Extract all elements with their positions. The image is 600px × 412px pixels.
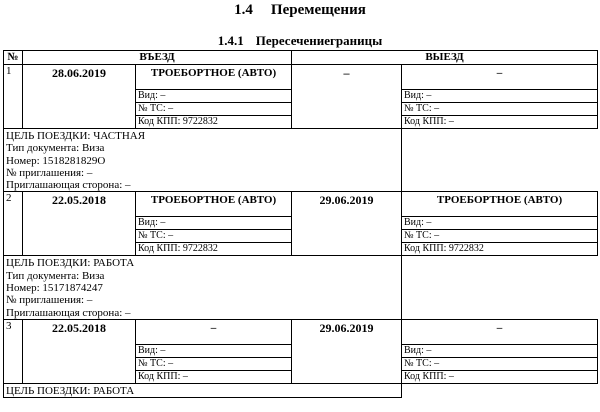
exit-vid: Вид: –: [402, 217, 598, 230]
trip-purpose: ЦЕЛЬ ПОЕЗДКИ: РАБОТА: [6, 257, 135, 270]
subsection-heading: [0, 33, 600, 49]
exit-ts: № ТС: –: [402, 230, 598, 243]
exit-kpp: Код КПП: –: [402, 116, 598, 129]
trip-details: [4, 383, 402, 397]
trip-details: [4, 129, 402, 192]
border-crossings-table: [3, 50, 598, 398]
trip-details-row: [4, 256, 598, 319]
entry-kpp: Код КПП: 9722832: [136, 116, 292, 129]
exit-ts: № ТС: –: [402, 103, 598, 116]
entry-mode: ТРОЕБОРТНОЕ (АВТО): [136, 65, 292, 90]
section-number: 1.4: [234, 2, 253, 18]
section-heading: [0, 2, 600, 19]
header-entry: ВЪЕЗД: [23, 51, 292, 65]
entry-vid: Вид: –: [136, 344, 292, 357]
header-num: №: [4, 51, 23, 65]
header-exit: ВЫЕЗД: [292, 51, 598, 65]
entry-kpp: Код КПП: –: [136, 370, 292, 383]
section-title: Перемещения: [270, 2, 366, 18]
trip-index: 1: [4, 65, 23, 129]
doc-number: Номер: 1518281829О: [6, 154, 106, 167]
entry-kpp: Код КПП: 9722832: [136, 243, 292, 256]
trip-purpose: ЦЕЛЬ ПОЕЗДКИ: РАБОТА: [6, 384, 135, 397]
exit-mode: –: [402, 65, 598, 90]
exit-date: 29.06.2019: [292, 192, 402, 256]
entry-ts: № ТС: –: [136, 230, 292, 243]
entry-date: 22.05.2018: [23, 192, 136, 256]
doc-type: Тип документа: Виза: [6, 269, 105, 282]
entry-vid: Вид: –: [136, 90, 292, 103]
invitation-number: № приглашения: –: [6, 166, 93, 179]
subsection-number: 1.4.1: [217, 33, 244, 48]
trip-details: [4, 256, 402, 319]
inviting-party: Приглашающая сторона: –: [6, 306, 131, 319]
table-row: [4, 319, 598, 344]
exit-date: –: [292, 65, 402, 129]
trip-index: 2: [4, 192, 23, 256]
exit-ts: № ТС: –: [402, 357, 598, 370]
entry-date: 28.06.2019: [23, 65, 136, 129]
exit-mode: –: [402, 319, 598, 344]
exit-vid: Вид: –: [402, 90, 598, 103]
trip-details-row: [4, 129, 598, 192]
table-row: [4, 65, 598, 90]
entry-mode: –: [136, 319, 292, 344]
entry-date: 22.05.2018: [23, 319, 136, 383]
doc-number: Номер: 15171874247: [6, 282, 103, 295]
exit-kpp: Код КПП: 9722832: [402, 243, 598, 256]
exit-vid: Вид: –: [402, 344, 598, 357]
entry-mode: ТРОЕБОРТНОЕ (АВТО): [136, 192, 292, 217]
table-row: [4, 192, 598, 217]
exit-date: 29.06.2019: [292, 319, 402, 383]
doc-type: Тип документа: Виза: [6, 142, 105, 155]
exit-kpp: Код КПП: –: [402, 370, 598, 383]
entry-ts: № ТС: –: [136, 357, 292, 370]
entry-vid: Вид: –: [136, 217, 292, 230]
subsection-title: Пересечениеграницы: [255, 33, 383, 48]
table-header-row: [4, 51, 598, 65]
exit-mode: ТРОЕБОРТНОЕ (АВТО): [402, 192, 598, 217]
invitation-number: № приглашения: –: [6, 294, 93, 307]
entry-ts: № ТС: –: [136, 103, 292, 116]
trip-index: 3: [4, 319, 23, 383]
trip-details-row: [4, 383, 598, 397]
inviting-party: Приглашающая сторона: –: [6, 179, 131, 192]
trip-purpose: ЦЕЛЬ ПОЕЗДКИ: ЧАСТНАЯ: [6, 130, 146, 142]
